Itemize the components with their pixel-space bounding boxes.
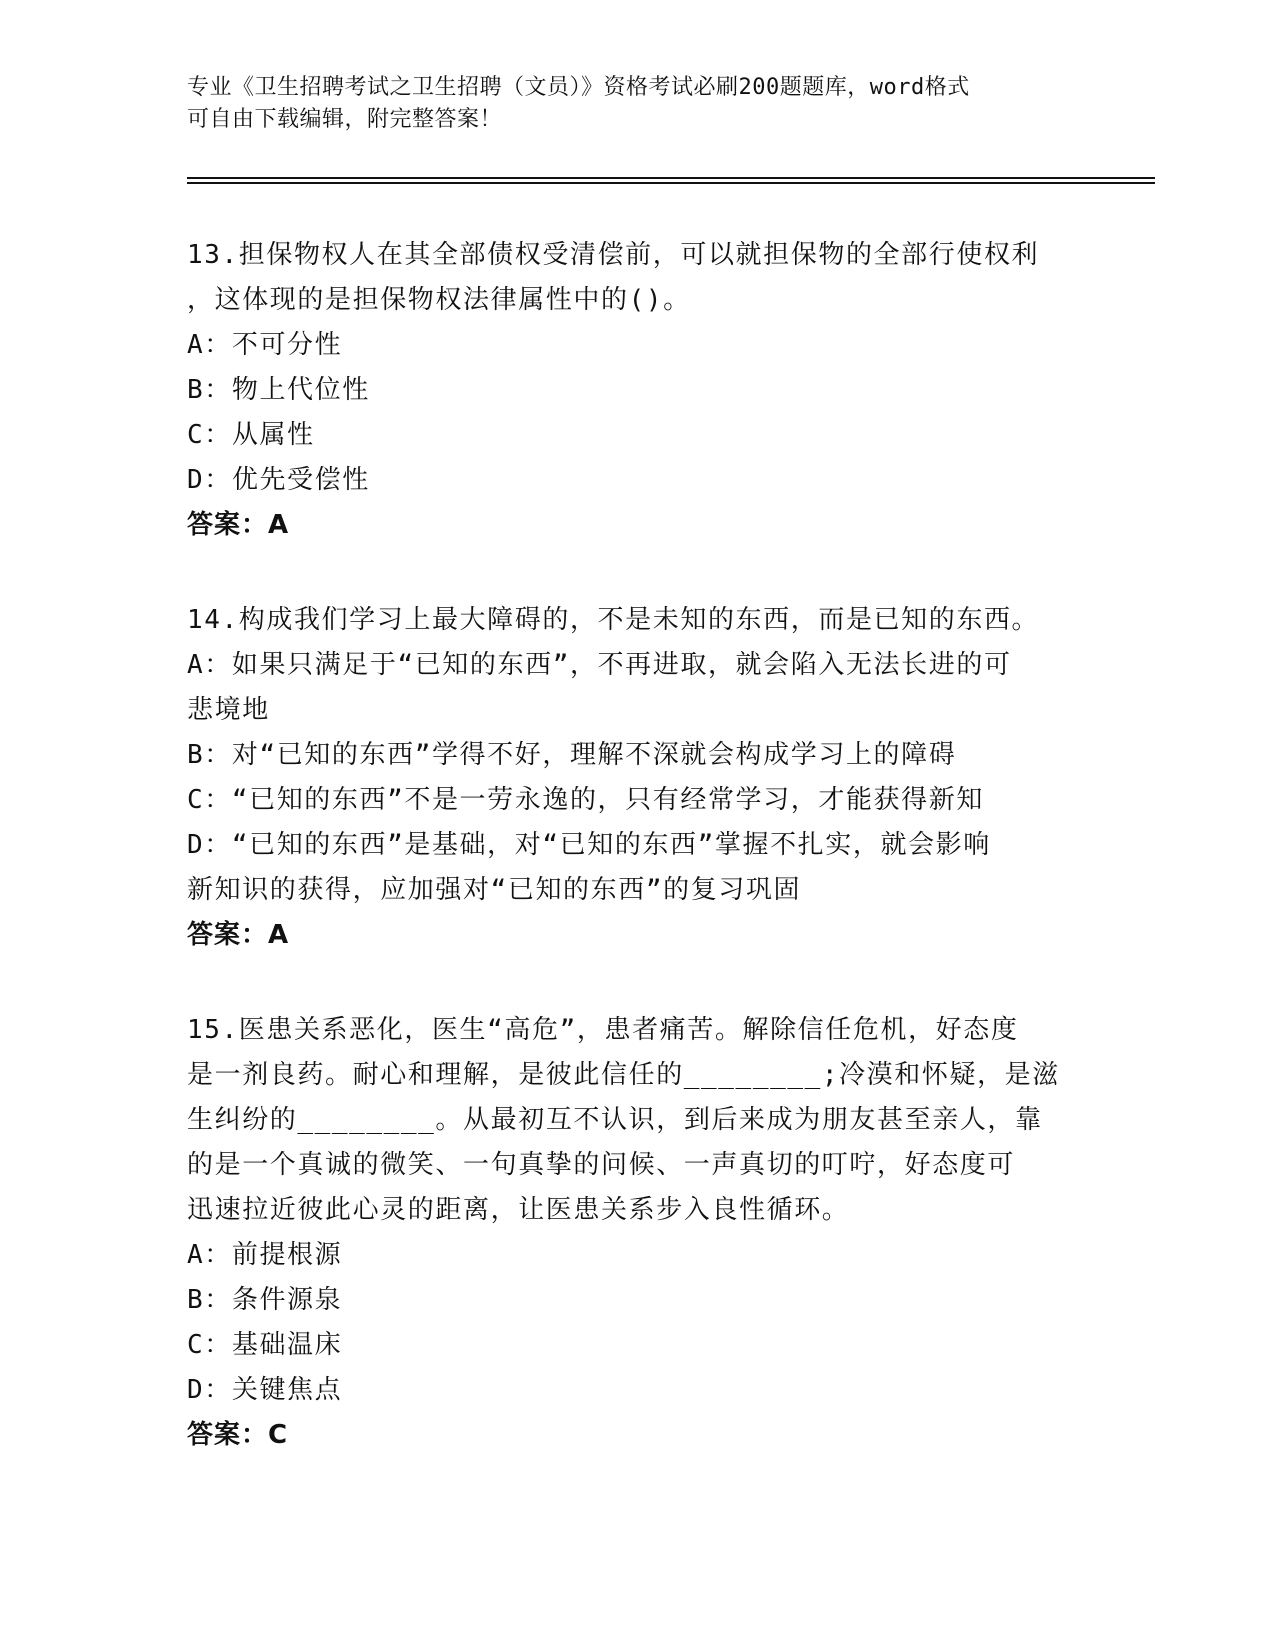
- question-stem-line: 迅速拉近彼此心灵的距离，让医患关系步入良性循环。: [187, 1195, 850, 1225]
- option-b: B：对“已知的东西”学得不好，理解不深就会构成学习上的障碍: [187, 740, 957, 770]
- option-c: C：基础温床: [187, 1330, 343, 1360]
- question-14: [187, 598, 1087, 958]
- option-a-continued: 悲境地: [187, 695, 270, 725]
- header-line-1: 专业《卫生招聘考试之卫生招聘（文员）》资格考试必刷200题题库，word格式: [187, 75, 970, 100]
- option-d: D：优先受偿性: [187, 465, 370, 495]
- question-stem-line: 生纠纷的________。从最初互不认识，到后来成为朋友甚至亲人，靠: [187, 1105, 1043, 1135]
- question-stem-line: ，这体现的是担保物权法律属性中的()。: [187, 285, 691, 315]
- option-d: D：“已知的东西”是基础，对“已知的东西”掌握不扎实，就会影响: [187, 830, 991, 860]
- option-a: A：如果只满足于“已知的东西”，不再进取，就会陷入无法长进的可: [187, 650, 1012, 680]
- option-a: A：前提根源: [187, 1240, 343, 1270]
- question-stem-line: 是一剂良药。耐心和理解，是彼此信任的________;冷漠和怀疑，是滋: [187, 1060, 1060, 1090]
- document-header: [187, 72, 1067, 136]
- option-a: A：不可分性: [187, 330, 343, 360]
- question-stem-line: 15.医患关系恶化，医生“高危”，患者痛苦。解除信任危机，好态度: [187, 1015, 1019, 1045]
- answer-label: 答案：A: [187, 510, 290, 540]
- question-15: [187, 1008, 1087, 1458]
- question-stem-line: 的是一个真诚的微笑、一句真挚的问候、一声真切的叮咛，好态度可: [187, 1150, 1016, 1180]
- question-13: [187, 233, 1087, 548]
- option-d-continued: 新知识的获得，应加强对“已知的东西”的复习巩固: [187, 875, 802, 905]
- option-d: D：关键焦点: [187, 1375, 343, 1405]
- answer-label: 答案：C: [187, 1420, 289, 1450]
- question-stem-line: 13.担保物权人在其全部债权受清偿前，可以就担保物的全部行使权利: [187, 240, 1040, 270]
- option-b: B：物上代位性: [187, 375, 370, 405]
- question-stem-line: 14.构成我们学习上最大障碍的，不是未知的东西，而是已知的东西。: [187, 605, 1040, 635]
- option-c: C：“已知的东西”不是一劳永逸的，只有经常学习，才能获得新知: [187, 785, 984, 815]
- answer-label: 答案：A: [187, 920, 290, 950]
- header-divider-bottom: [187, 182, 1155, 184]
- question-list: [187, 233, 1087, 1508]
- header-divider-top: [187, 177, 1155, 179]
- option-c: C：从属性: [187, 420, 315, 450]
- header-line-2: 可自由下载编辑，附完整答案！: [187, 107, 503, 132]
- option-b: B：条件源泉: [187, 1285, 343, 1315]
